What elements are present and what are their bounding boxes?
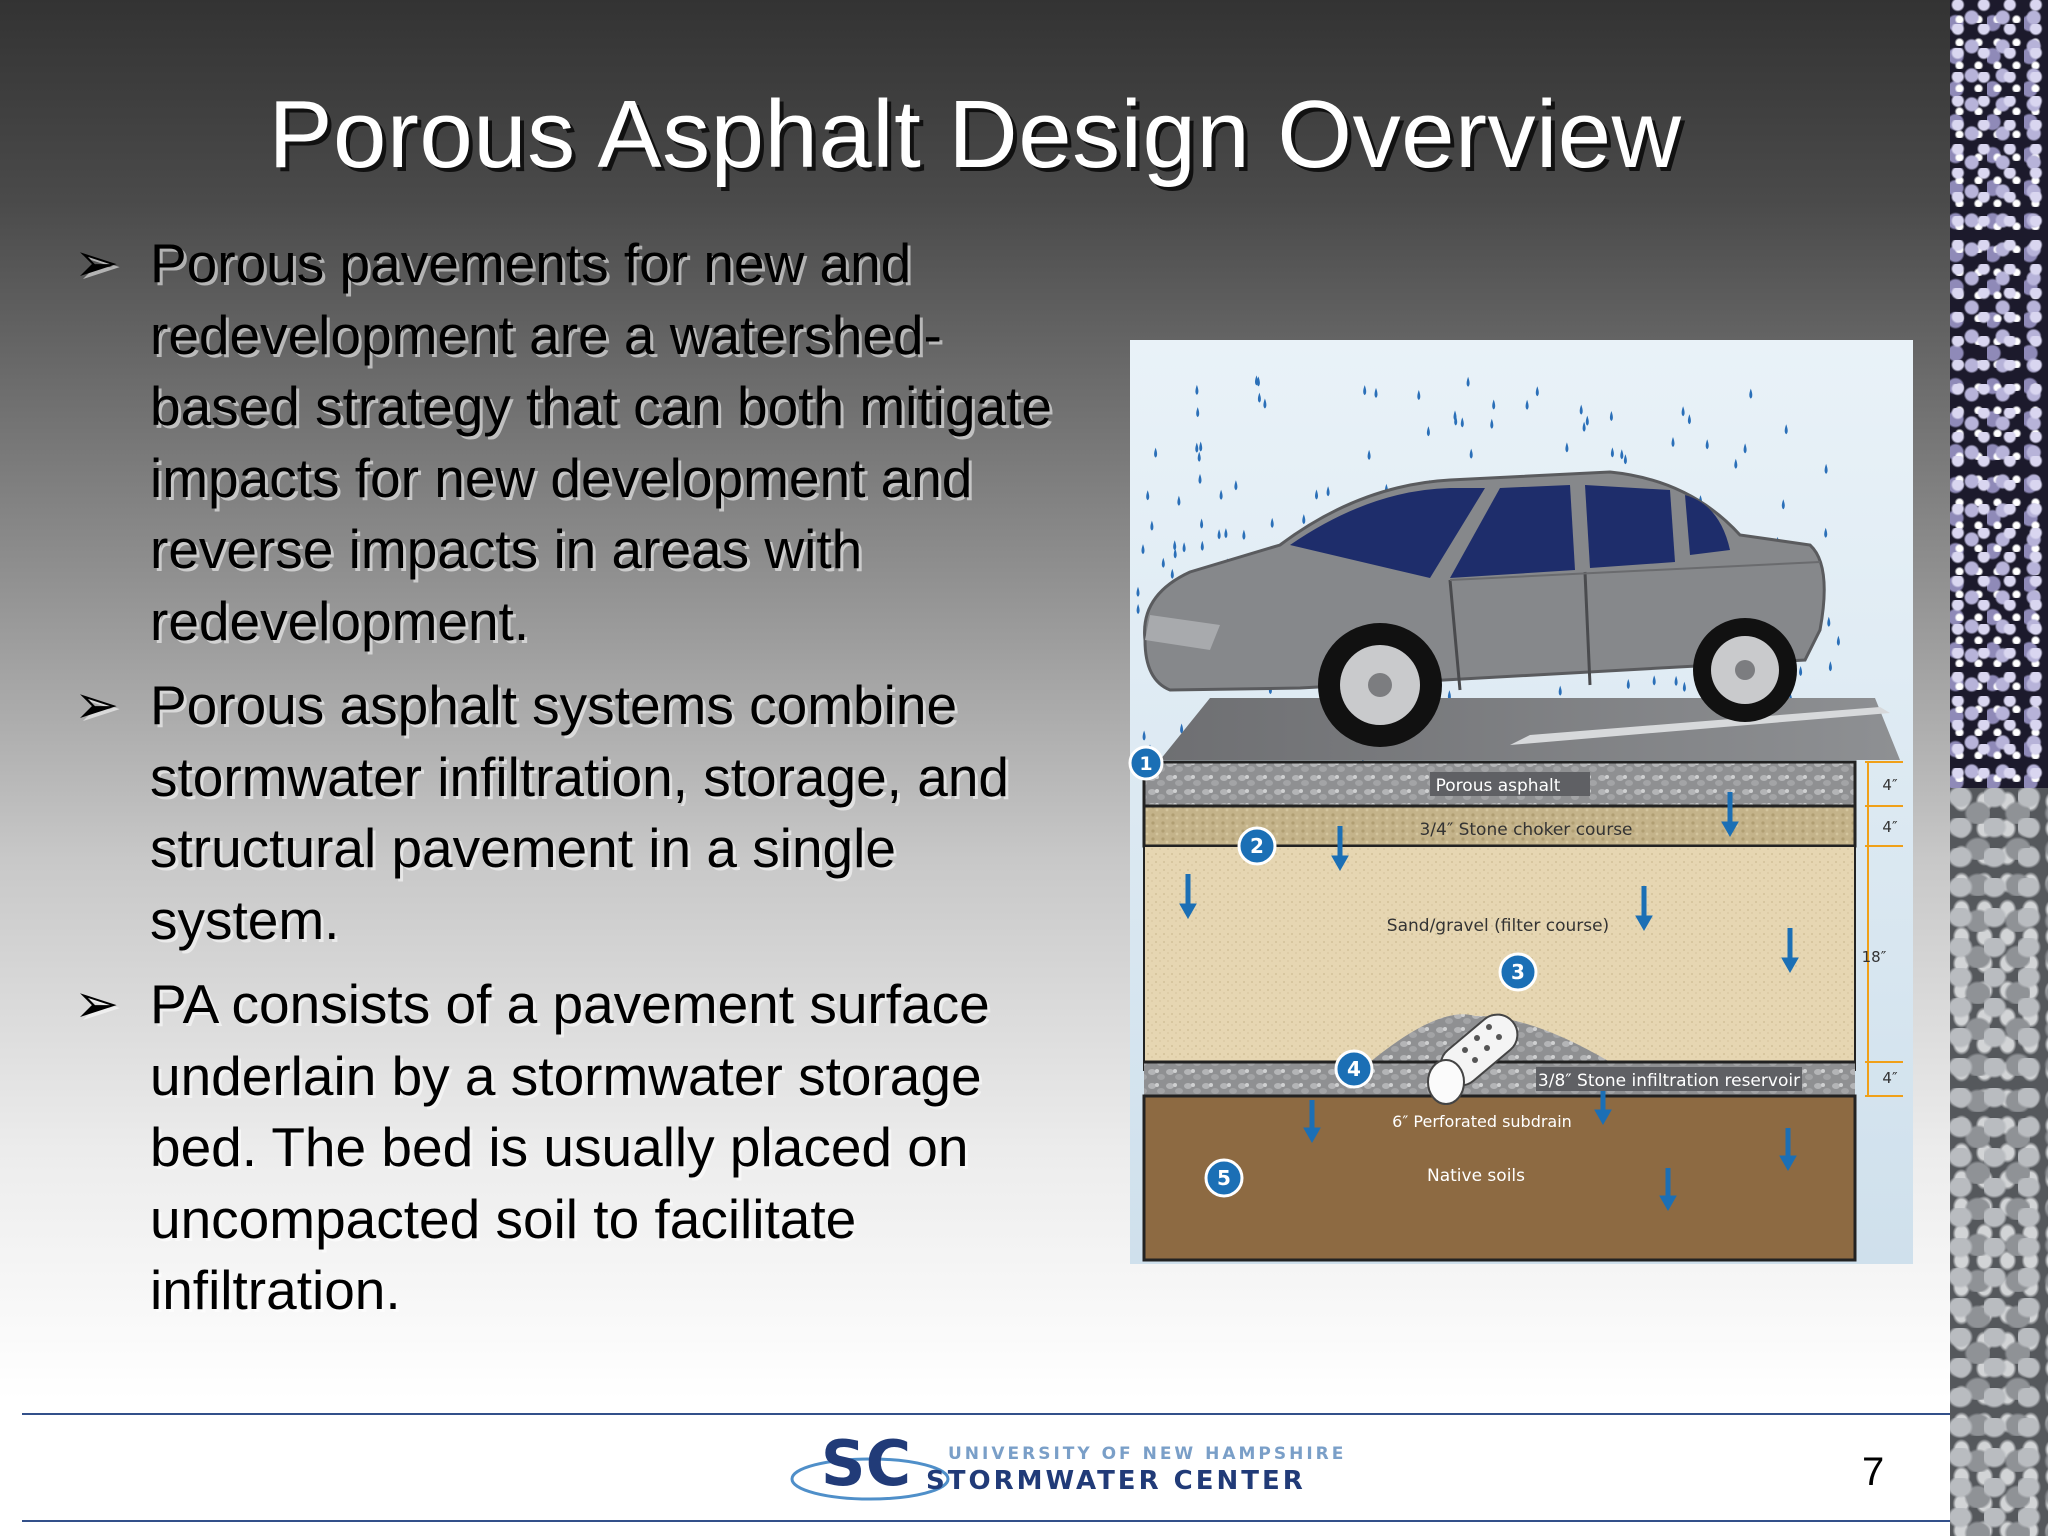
dimension-label: 4″: [1882, 776, 1898, 794]
bullet-item: [70, 670, 1070, 956]
dimension-label: 4″: [1882, 1069, 1898, 1087]
dimension-label: 4″: [1882, 818, 1898, 836]
svg-text:5: 5: [1217, 1166, 1231, 1190]
bullet-item: [70, 228, 1070, 657]
porous-asphalt-label: Porous asphalt: [1435, 776, 1561, 796]
logo-center-text: STORMWATER CENTER: [926, 1466, 1306, 1496]
marker-2: [1239, 828, 1275, 864]
logo-university-text: UNIVERSITY OF NEW HAMPSHIRE: [948, 1444, 1347, 1464]
bullet-text: Porous pavements for new and redevelopment are a watershed-based strategy that can both mitigate impacts for new development and reverse impacts in areas with redevelopment.: [150, 232, 1052, 652]
marker-3: [1500, 954, 1536, 990]
marker-1: [1130, 747, 1162, 779]
porous-asphalt-texture-image: [1950, 0, 2048, 788]
unh-stormwater-center-logo: [780, 1427, 1347, 1509]
reservoir-label: 3/8″ Stone infiltration reservoir: [1537, 1071, 1801, 1091]
bullet-text: Porous asphalt systems combine stormwater infiltration, storage, and structural pavement in a single system.: [150, 674, 1009, 951]
slide-title: Porous Asphalt Design Overview: [268, 81, 1682, 188]
filter-course-label: Sand/gravel (filter course): [1386, 916, 1610, 936]
subdrain-label: 6″ Perforated subdrain: [1392, 1112, 1572, 1131]
svg-text:1: 1: [1139, 753, 1153, 775]
marker-4: [1336, 1051, 1372, 1087]
porous-asphalt-cross-section-diagram: [1130, 340, 1913, 1264]
footer-rule-bottom: [22, 1520, 1950, 1522]
marker-5: [1206, 1160, 1242, 1196]
bullet-item: [70, 969, 1070, 1327]
arrow-bullet-icon: ➢: [74, 233, 120, 293]
gravel-texture-image: [1950, 788, 2048, 1536]
page-number: 7: [1862, 1450, 1885, 1494]
bullet-text: PA consists of a pavement surface underlain by a stormwater storage bed. The bed is usually placed on uncompacted soil to facilitate infiltration.: [150, 973, 990, 1321]
footer-rule-top: [22, 1413, 1950, 1415]
native-soils-label: Native soils: [1426, 1166, 1526, 1186]
svg-text:4: 4: [1347, 1057, 1361, 1081]
road-surface: [1160, 698, 1900, 760]
arrow-bullet-icon: ➢: [74, 974, 120, 1034]
svg-text:2: 2: [1250, 834, 1264, 858]
stone-choker-label: 3/4″ Stone choker course: [1419, 820, 1633, 840]
dimension-label: 18″: [1861, 948, 1887, 966]
svg-text:3: 3: [1511, 960, 1525, 984]
bullet-list: [70, 228, 1070, 1340]
arrow-bullet-icon: ➢: [74, 675, 120, 735]
logo-mark: SC: [820, 1427, 912, 1500]
